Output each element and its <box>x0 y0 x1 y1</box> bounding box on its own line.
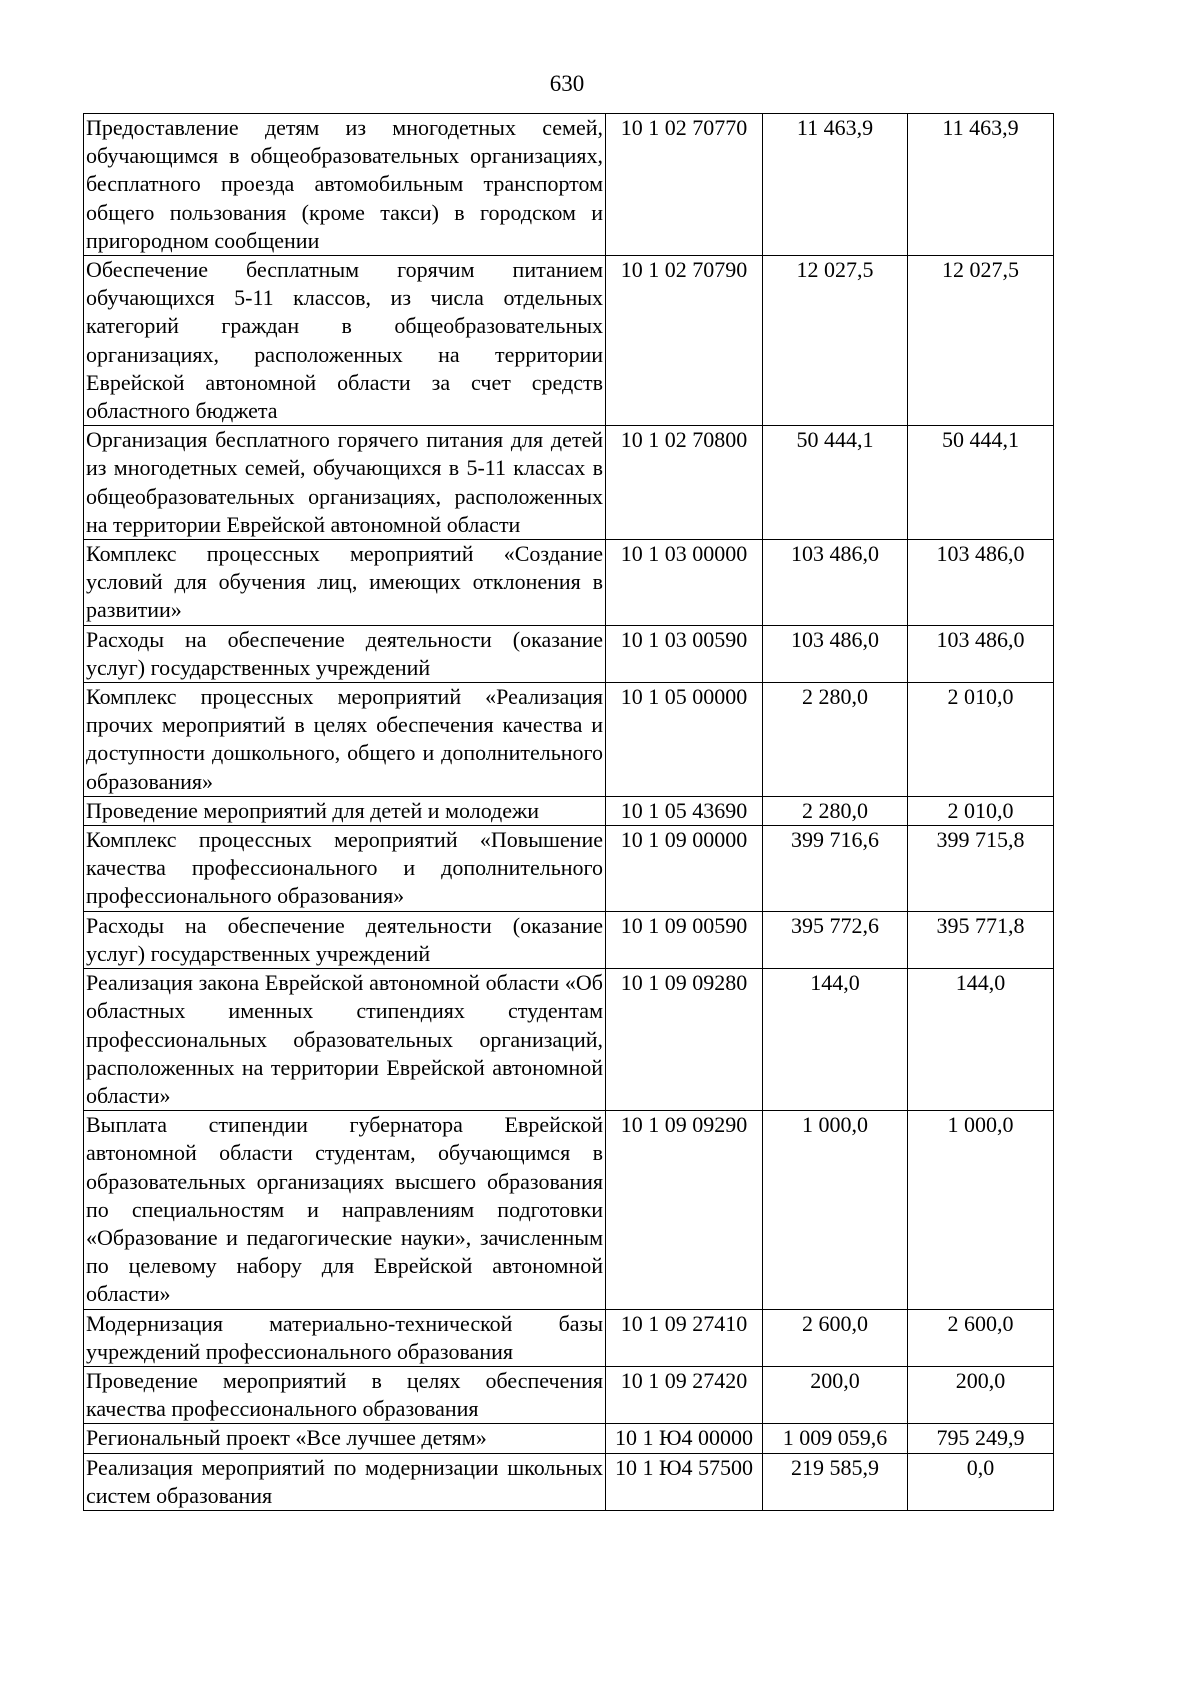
row-name-cell: Комплекс процессных мероприятий «Реализация прочих мероприятий в целях обеспечения качества и доступности дошкольного, общего и дополнительного образования» <box>84 683 606 797</box>
row-value-2024-cell: 1 009 059,6 <box>763 1424 908 1453</box>
row-name-cell: Комплекс процессных мероприятий «Создание условий для обучения лиц, имеющих отклонения в развитии» <box>84 540 606 626</box>
row-name-cell: Модернизация материально-технической базы учреждений профессионального образования <box>84 1309 606 1366</box>
table-row <box>84 826 1054 912</box>
row-value-2024-cell: 144,0 <box>763 969 908 1111</box>
table-row <box>84 114 1054 256</box>
row-value-2025-cell: 11 463,9 <box>908 114 1054 256</box>
row-name-cell: Реализация закона Еврейской автономной области «Об областных именных стипендиях студентам профессиональных образовательных организаций, расположенных на территории Еврейской автономной области» <box>84 969 606 1111</box>
row-value-2024-cell: 103 486,0 <box>763 625 908 682</box>
row-value-2024-cell: 2 280,0 <box>763 796 908 825</box>
row-name-cell: Организация бесплатного горячего питания для детей из многодетных семей, обучающихся в 5-11 классах в общеобразовательных организациях, расположенных на территории Еврейской автономной области <box>84 426 606 540</box>
row-name-cell: Комплекс процессных мероприятий «Повышение качества профессионального и дополнительного профессионального образования» <box>84 826 606 912</box>
budget-table-body <box>84 114 1054 1511</box>
row-value-2025-cell: 0,0 <box>908 1453 1054 1510</box>
row-name-cell: Обеспечение бесплатным горячим питанием обучающихся 5-11 классов, из числа отдельных категорий граждан в общеобразовательных организациях, расположенных на территории Еврейской автономной области за счет средств областного бюджета <box>84 256 606 426</box>
row-name-cell: Выплата стипендии губернатора Еврейской автономной области студентам, обучающимся в образовательных организациях высшего образования по специальностям и направлениям подготовки «Образование и педагогические науки», зачисленным по целевому набору для Еврейской автономной области» <box>84 1111 606 1309</box>
row-value-2024-cell: 2 600,0 <box>763 1309 908 1366</box>
row-name-cell: Расходы на обеспечение деятельности (оказание услуг) государственных учреждений <box>84 911 606 968</box>
row-name-cell: Проведение мероприятий для детей и молодежи <box>84 796 606 825</box>
row-code-cell: 10 1 02 70800 <box>606 426 763 540</box>
row-value-2025-cell: 395 771,8 <box>908 911 1054 968</box>
row-value-2024-cell: 399 716,6 <box>763 826 908 912</box>
row-value-2025-cell: 103 486,0 <box>908 540 1054 626</box>
row-value-2024-cell: 11 463,9 <box>763 114 908 256</box>
row-name-cell: Региональный проект «Все лучшее детям» <box>84 1424 606 1453</box>
row-value-2024-cell: 50 444,1 <box>763 426 908 540</box>
row-value-2025-cell: 399 715,8 <box>908 826 1054 912</box>
table-row <box>84 426 1054 540</box>
row-value-2025-cell: 144,0 <box>908 969 1054 1111</box>
table-row <box>84 625 1054 682</box>
row-value-2025-cell: 2 010,0 <box>908 683 1054 797</box>
row-code-cell: 10 1 09 00000 <box>606 826 763 912</box>
row-value-2025-cell: 200,0 <box>908 1366 1054 1423</box>
row-code-cell: 10 1 02 70790 <box>606 256 763 426</box>
table-row <box>84 1111 1054 1309</box>
row-value-2025-cell: 50 444,1 <box>908 426 1054 540</box>
row-code-cell: 10 1 09 09280 <box>606 969 763 1111</box>
row-value-2025-cell: 12 027,5 <box>908 256 1054 426</box>
page-number: 630 <box>549 71 585 96</box>
row-name-cell: Проведение мероприятий в целях обеспечения качества профессионального образования <box>84 1366 606 1423</box>
row-value-2025-cell: 795 249,9 <box>908 1424 1054 1453</box>
row-value-2024-cell: 2 280,0 <box>763 683 908 797</box>
table-row <box>84 911 1054 968</box>
table-row <box>84 540 1054 626</box>
row-value-2024-cell: 395 772,6 <box>763 911 908 968</box>
row-code-cell: 10 1 Ю4 00000 <box>606 1424 763 1453</box>
row-code-cell: 10 1 09 27410 <box>606 1309 763 1366</box>
budget-table <box>83 113 1054 1511</box>
table-row <box>84 683 1054 797</box>
table-row <box>84 796 1054 825</box>
row-value-2024-cell: 1 000,0 <box>763 1111 908 1309</box>
row-value-2025-cell: 2 600,0 <box>908 1309 1054 1366</box>
row-code-cell: 10 1 05 43690 <box>606 796 763 825</box>
table-row <box>84 1424 1054 1453</box>
row-name-cell: Расходы на обеспечение деятельности (оказание услуг) государственных учреждений <box>84 625 606 682</box>
row-code-cell: 10 1 09 27420 <box>606 1366 763 1423</box>
row-code-cell: 10 1 03 00000 <box>606 540 763 626</box>
row-name-cell: Реализация мероприятий по модернизации школьных систем образования <box>84 1453 606 1510</box>
row-value-2024-cell: 200,0 <box>763 1366 908 1423</box>
table-row <box>84 256 1054 426</box>
table-row <box>84 1453 1054 1510</box>
table-row <box>84 1366 1054 1423</box>
row-value-2025-cell: 1 000,0 <box>908 1111 1054 1309</box>
row-code-cell: 10 1 Ю4 57500 <box>606 1453 763 1510</box>
row-code-cell: 10 1 09 09290 <box>606 1111 763 1309</box>
row-code-cell: 10 1 09 00590 <box>606 911 763 968</box>
table-row <box>84 969 1054 1111</box>
row-value-2025-cell: 103 486,0 <box>908 625 1054 682</box>
row-code-cell: 10 1 02 70770 <box>606 114 763 256</box>
row-code-cell: 10 1 05 00000 <box>606 683 763 797</box>
table-row <box>84 1309 1054 1366</box>
row-name-cell: Предоставление детям из многодетных семей, обучающимся в общеобразовательных организациях, бесплатного проезда автомобильным транспортом общего пользования (кроме такси) в городском и пригородном сообщении <box>84 114 606 256</box>
row-code-cell: 10 1 03 00590 <box>606 625 763 682</box>
row-value-2024-cell: 103 486,0 <box>763 540 908 626</box>
row-value-2024-cell: 219 585,9 <box>763 1453 908 1510</box>
row-value-2025-cell: 2 010,0 <box>908 796 1054 825</box>
row-value-2024-cell: 12 027,5 <box>763 256 908 426</box>
